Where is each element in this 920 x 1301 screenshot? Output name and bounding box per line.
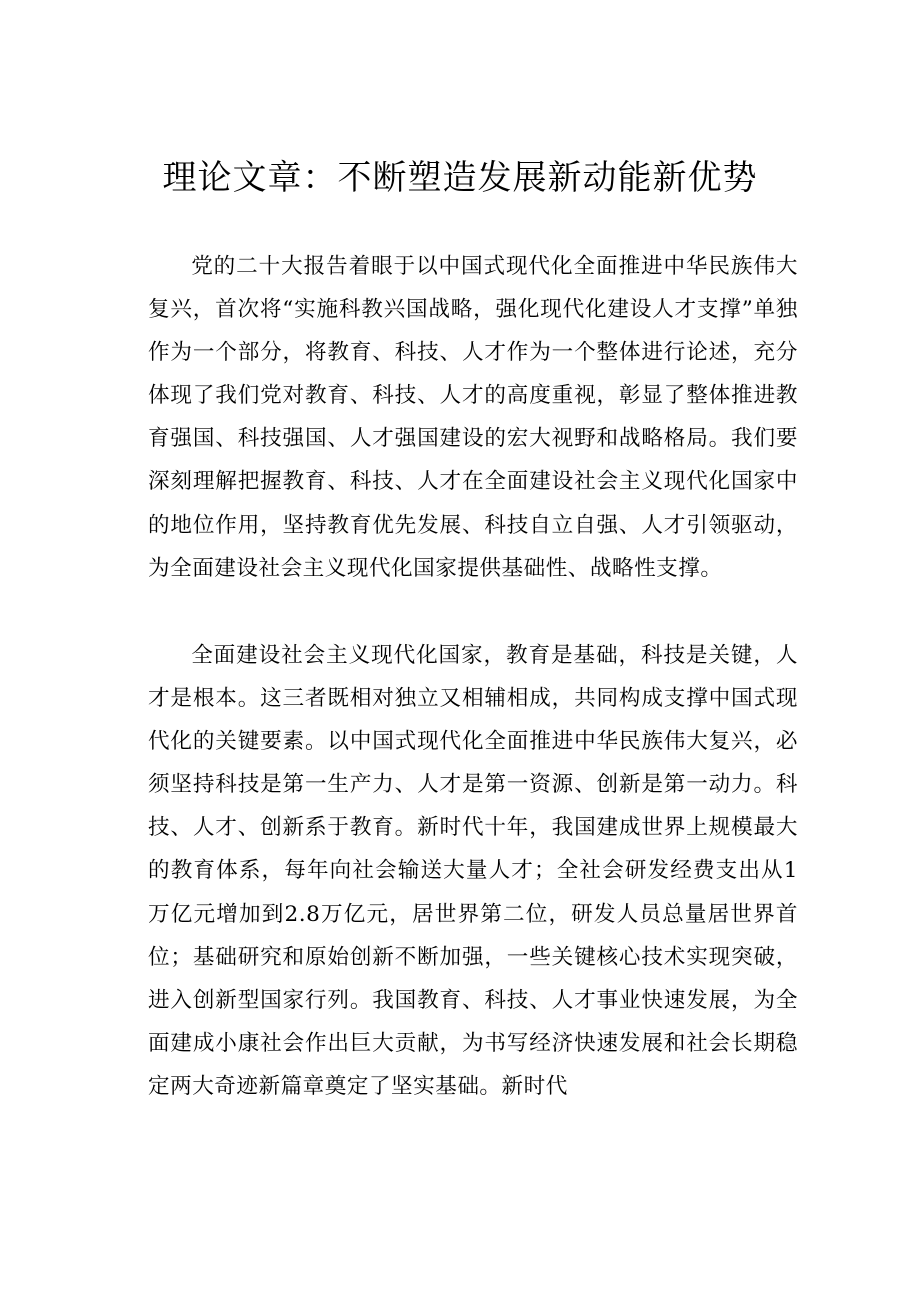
body-paragraph-1 [148, 245, 798, 590]
paragraph-text: 全面建设社会主义现代化国家，教育是基础，科技是关键，人才是根本。这三者既相对独立又相辅相成，共同构成支撑中国式现代化的关键要素。以中国式现代化全面推进中华民族伟大复兴，必须坚持科技是第一生产力、人才是第一资源、创新是第一动力。科技、人才、创新系于教育。新时代十年，我国建成世界上规模最大的教育体系，每年向社会输送大量人才；全社会研发经费支出从1万亿元增加到2.8万亿元，居世界第二位，研发人员总量居世界首位；基础研究和原始创新不断加强，一些关键核心技术实现突破，进入创新型国家行列。我国教育、科技、人才事业快速发展，为全面建成小康社会作出巨大贡献，为书写经济快速发展和社会长期稳定两大奇迹新篇章奠定了坚实基础。新时代 [148, 643, 798, 1099]
paragraph-text: 党的二十大报告着眼于以中国式现代化全面推进中华民族伟大复兴，首次将“实施科教兴国战略，强化现代化建设人才支撑”单独作为一个部分，将教育、科技、人才作为一个整体进行论述，充分体现了我们党对教育、科技、人才的高度重视，彰显了整体推进教育强国、科技强国、人才强国建设的宏大视野和战略格局。我们要深刻理解把握教育、科技、人才在全面建设社会主义现代化国家中的地位作用，坚持教育优先发展、科技自立自强、人才引领驱动，为全面建设社会主义现代化国家提供基础性、战略性支撑。 [148, 254, 798, 581]
body-paragraph-2 [148, 634, 798, 1108]
page-title: 理论文章：不断塑造发展新动能新优势 [162, 158, 758, 198]
